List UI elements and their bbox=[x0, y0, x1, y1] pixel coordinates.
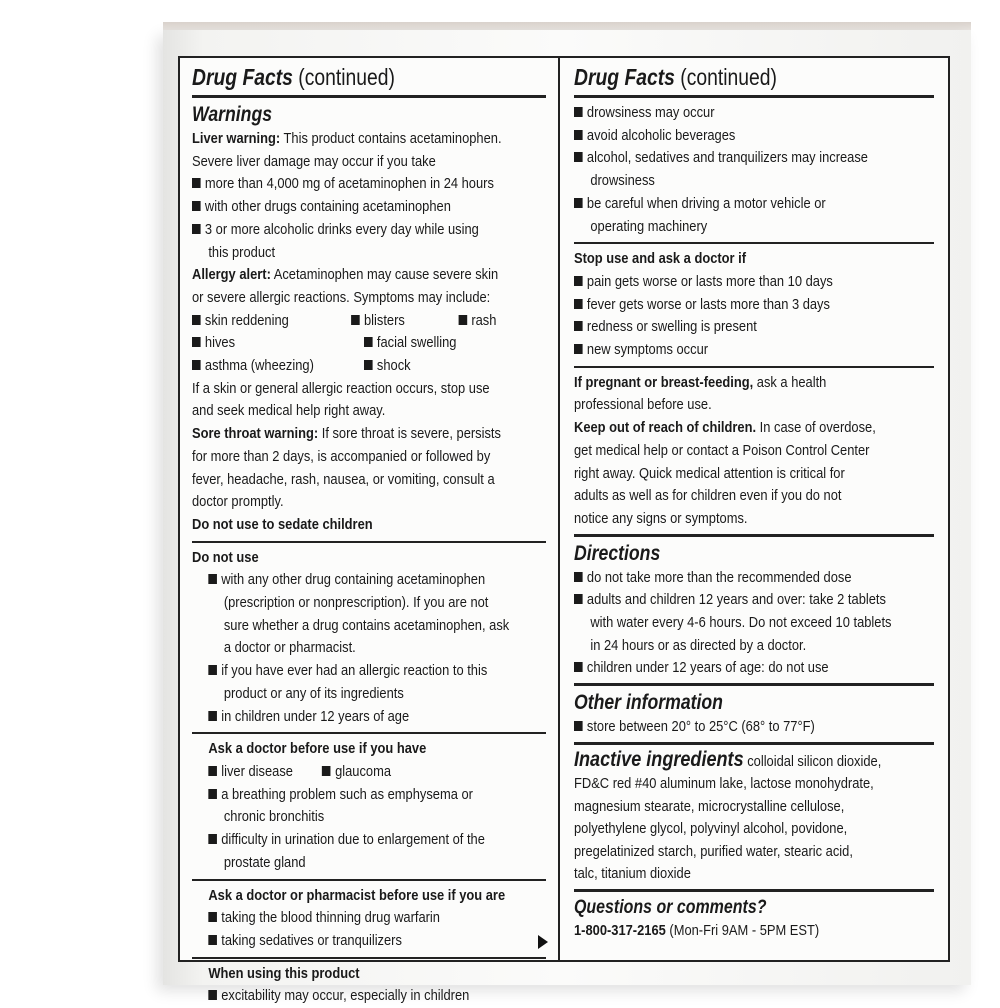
symptom-text: rash bbox=[471, 311, 497, 329]
list-item-cont: this product bbox=[208, 243, 276, 261]
questions-title: Questions or comments? bbox=[574, 896, 767, 918]
item-text: liver disease bbox=[221, 762, 293, 780]
item-text: drowsiness may occur bbox=[586, 104, 715, 121]
symptom-text: hives bbox=[204, 334, 236, 352]
list-item bbox=[192, 569, 496, 592]
bullet-icon bbox=[192, 224, 201, 234]
list-item bbox=[192, 907, 496, 930]
phone-number: 1-800-317-2165 bbox=[574, 921, 666, 939]
allergy-after-2: and seek medical help right away. bbox=[192, 402, 386, 420]
list-item-cont: (prescription or nonprescription). If you are not bbox=[223, 594, 489, 612]
list-item bbox=[574, 339, 884, 362]
list-item-cont: drowsiness bbox=[590, 172, 655, 190]
sore-text-4: doctor promptly. bbox=[192, 493, 284, 511]
list-item bbox=[192, 761, 496, 784]
list-item-cont: a doctor or pharmacist. bbox=[223, 639, 356, 657]
inactive-line: magnesium stearate, microcrystalline cellulose, bbox=[574, 797, 845, 815]
item-text: difficulty in urination due to enlargement of the bbox=[221, 831, 485, 849]
item-text: if you have ever had an allergic reaction to this bbox=[221, 662, 488, 680]
list-item-cont: with water every 4-6 hours. Do not exceed 10 tablets bbox=[590, 614, 892, 632]
bullet-icon bbox=[208, 935, 217, 945]
symptom-text: shock bbox=[376, 357, 411, 375]
bullet-icon bbox=[574, 152, 583, 162]
list-item-cont: sure whether a drug contains acetaminophen, ask bbox=[223, 616, 510, 634]
symptom-text: blisters bbox=[363, 311, 405, 329]
list-item bbox=[574, 567, 884, 590]
ask-pharmacist-title: Ask a doctor or pharmacist before use if you are bbox=[208, 886, 506, 904]
list-item-cont: product or any of its ingredients bbox=[223, 684, 404, 702]
section-rule bbox=[192, 541, 546, 543]
list-item bbox=[574, 102, 884, 125]
pregnant-text: ask a health bbox=[753, 373, 827, 391]
bullet-icon bbox=[192, 178, 201, 188]
bullet-icon bbox=[574, 276, 583, 286]
inactive-title: Inactive ingredients bbox=[574, 747, 744, 771]
item-text: taking sedatives or tranquilizers bbox=[221, 931, 402, 949]
list-item-cont: chronic bronchitis bbox=[223, 808, 325, 826]
bullet-icon bbox=[458, 315, 467, 325]
list-item bbox=[574, 271, 884, 294]
bullet-icon bbox=[208, 789, 217, 799]
liver-text: This product contains acetaminophen. bbox=[280, 130, 502, 147]
header-rule bbox=[574, 95, 934, 98]
list-item bbox=[192, 219, 496, 242]
liver-text-2: Severe liver damage may occur if you take bbox=[192, 152, 436, 170]
do-not-use-title: Do not use bbox=[192, 548, 259, 566]
symptom bbox=[364, 355, 411, 378]
item-text: adults and children 12 years and over: take 2 tablets bbox=[586, 591, 886, 609]
bullet-icon bbox=[192, 201, 201, 211]
item-text: alcohol, sedatives and tranquilizers may increase bbox=[586, 149, 868, 167]
sore-text: If sore throat is severe, persists bbox=[318, 425, 501, 443]
symptom-text: asthma (wheezing) bbox=[204, 357, 314, 375]
allergy-alert bbox=[192, 264, 499, 287]
list-item bbox=[192, 660, 496, 683]
list-item bbox=[574, 125, 884, 148]
list-item bbox=[192, 985, 496, 1008]
bullet-icon bbox=[574, 299, 583, 309]
header-rule bbox=[192, 95, 546, 98]
keep-text-5: notice any signs or symptoms. bbox=[574, 509, 748, 527]
section-thick-rule bbox=[574, 742, 934, 745]
keep-text-3: right away. Quick medical attention is critical for bbox=[574, 464, 845, 482]
allergy-text: Acetaminophen may cause severe skin bbox=[270, 266, 499, 284]
item-text: with other drugs containing acetaminophen bbox=[204, 198, 451, 216]
list-item-cont: prostate gland bbox=[223, 853, 306, 871]
bullet-icon bbox=[192, 337, 201, 347]
item-text: redness or swelling is present bbox=[586, 318, 757, 336]
item-text: children under 12 years of age: do not use bbox=[586, 659, 829, 677]
symptom bbox=[364, 332, 456, 355]
section-thick-rule bbox=[574, 534, 934, 537]
inactive-text: colloidal silicon dioxide, bbox=[743, 752, 882, 770]
bullet-icon bbox=[208, 711, 217, 721]
item-text: new symptoms occur bbox=[586, 341, 709, 359]
list-item bbox=[574, 316, 884, 339]
left-column bbox=[180, 56, 558, 1005]
section-thick-rule bbox=[574, 889, 934, 892]
bullet-icon bbox=[351, 315, 360, 325]
right-column bbox=[560, 56, 948, 962]
ask-doctor-title: Ask a doctor before use if you have bbox=[208, 740, 427, 758]
bullet-icon bbox=[208, 834, 217, 844]
allergy-after-1: If a skin or general allergic reaction occurs, stop use bbox=[192, 379, 490, 397]
list-item bbox=[574, 294, 884, 317]
inactive-line: polyethylene glycol, polyvinyl alcohol, povidone, bbox=[574, 820, 848, 838]
bullet-icon bbox=[364, 360, 373, 370]
sore-text-2: for more than 2 days, is accompanied or followed by bbox=[192, 447, 491, 465]
item-text: taking the blood thinning drug warfarin bbox=[221, 909, 440, 927]
symptom-row bbox=[192, 332, 496, 355]
liver-label: Liver warning: bbox=[192, 130, 281, 147]
list-item bbox=[574, 589, 884, 612]
item-text: a breathing problem such as emphysema or bbox=[221, 785, 473, 803]
inactive-line: FD&C red #40 aluminum lake, lactose monohydrate, bbox=[574, 775, 874, 793]
symptom-row bbox=[192, 355, 496, 378]
liver-warning bbox=[192, 128, 502, 151]
bullet-icon bbox=[192, 315, 201, 325]
keep-out-text: In case of overdose, bbox=[756, 419, 876, 437]
bullet-icon bbox=[208, 665, 217, 675]
bullet-icon bbox=[364, 337, 373, 347]
directions-title: Directions bbox=[574, 541, 661, 565]
when-using-title: When using this product bbox=[208, 964, 360, 982]
item-text: do not take more than the recommended dose bbox=[586, 568, 852, 586]
sedate-warning: Do not use to sedate children bbox=[192, 515, 373, 533]
item-text: 3 or more alcoholic drinks every day while using bbox=[204, 220, 479, 238]
section-rule bbox=[192, 957, 546, 959]
left-header bbox=[192, 62, 489, 92]
symptom bbox=[192, 355, 364, 378]
drug-facts-title: Drug Facts bbox=[574, 64, 675, 90]
bullet-icon bbox=[574, 572, 583, 582]
bullet-icon bbox=[208, 990, 217, 1000]
list-item bbox=[574, 147, 884, 170]
symptom-row bbox=[192, 310, 496, 333]
continued-label: (continued) bbox=[292, 64, 395, 90]
symptom bbox=[192, 310, 351, 333]
list-item-cont: in 24 hours or as directed by a doctor. bbox=[590, 636, 807, 654]
bullet-icon bbox=[208, 574, 217, 584]
bullet-icon bbox=[574, 198, 583, 208]
pregnant-label: If pregnant or breast-feeding, bbox=[574, 373, 754, 391]
stop-use-title: Stop use and ask a doctor if bbox=[574, 250, 747, 268]
contact-line bbox=[574, 920, 884, 943]
item-text: store between 20° to 25°C (68° to 77°F) bbox=[586, 718, 815, 736]
drug-facts-title: Drug Facts bbox=[192, 64, 293, 90]
item-text: in children under 12 years of age bbox=[221, 707, 410, 725]
warnings-title: Warnings bbox=[192, 103, 273, 126]
sore-label: Sore throat warning: bbox=[192, 425, 319, 443]
other-information-title: Other information bbox=[574, 691, 723, 715]
symptom bbox=[192, 332, 364, 355]
symptom bbox=[351, 310, 458, 333]
keep-text-4: adults as well as for children even if you do not bbox=[574, 487, 842, 505]
item-text: excitability may occur, especially in children bbox=[221, 987, 470, 1005]
allergy-text-2: or severe allergic reactions. Symptoms may include: bbox=[192, 288, 491, 306]
bullet-icon bbox=[574, 721, 583, 731]
bullet-icon bbox=[574, 594, 583, 604]
section-rule bbox=[574, 366, 934, 368]
bullet-icon bbox=[574, 130, 583, 140]
list-item bbox=[192, 706, 496, 729]
item-text: fever gets worse or lasts more than 3 days bbox=[586, 295, 830, 313]
inactive-line: talc, titanium dioxide bbox=[574, 865, 691, 883]
list-item bbox=[192, 173, 496, 196]
list-item bbox=[192, 784, 496, 807]
sore-text-3: fever, headache, rash, nausea, or vomiting, consult a bbox=[192, 470, 495, 488]
symptom bbox=[458, 310, 496, 333]
bullet-icon bbox=[322, 766, 331, 776]
continue-arrow-icon bbox=[538, 935, 548, 949]
section-rule bbox=[574, 242, 934, 244]
bullet-icon bbox=[574, 321, 583, 331]
list-item bbox=[192, 829, 496, 852]
allergy-label: Allergy alert: bbox=[192, 266, 271, 284]
symptom-text: facial swelling bbox=[376, 334, 457, 352]
right-header bbox=[574, 62, 876, 92]
item-text: pain gets worse or lasts more than 10 days bbox=[586, 272, 833, 290]
bullet-icon bbox=[208, 766, 217, 776]
bullet-icon bbox=[574, 107, 583, 117]
item-text: be careful when driving a motor vehicle or bbox=[586, 194, 826, 212]
section-rule bbox=[192, 732, 546, 734]
hours-text: (Mon-Fri 9AM - 5PM EST) bbox=[665, 921, 820, 939]
list-item bbox=[192, 930, 496, 953]
list-item bbox=[574, 716, 884, 739]
bullet-icon bbox=[574, 344, 583, 354]
bullet-icon bbox=[208, 912, 217, 922]
bullet-icon bbox=[192, 360, 201, 370]
pregnant-text-2: professional before use. bbox=[574, 396, 712, 414]
bullet-icon bbox=[574, 662, 583, 672]
list-item-cont: operating machinery bbox=[590, 217, 708, 235]
list-item bbox=[574, 657, 884, 680]
item-text: avoid alcoholic beverages bbox=[586, 126, 736, 144]
keep-out-label: Keep out of reach of children. bbox=[574, 419, 757, 437]
keep-out-warning bbox=[574, 417, 884, 440]
inactive-line: pregelatinized starch, purified water, stearic acid, bbox=[574, 842, 853, 860]
inactive-ingredients bbox=[574, 749, 884, 774]
section-thick-rule bbox=[574, 683, 934, 686]
symptom-text: skin reddening bbox=[204, 311, 289, 329]
item-text: glaucoma bbox=[335, 762, 392, 780]
item-text: more than 4,000 mg of acetaminophen in 24 hours bbox=[204, 175, 494, 193]
continued-label: (continued) bbox=[674, 64, 777, 90]
pregnant-warning bbox=[574, 372, 884, 395]
item-text: with any other drug containing acetaminophen bbox=[221, 571, 486, 589]
section-rule bbox=[192, 879, 546, 881]
sore-throat-warning bbox=[192, 423, 501, 446]
list-item bbox=[574, 193, 884, 216]
list-item bbox=[192, 196, 496, 219]
keep-text-2: get medical help or contact a Poison Control Center bbox=[574, 441, 870, 459]
